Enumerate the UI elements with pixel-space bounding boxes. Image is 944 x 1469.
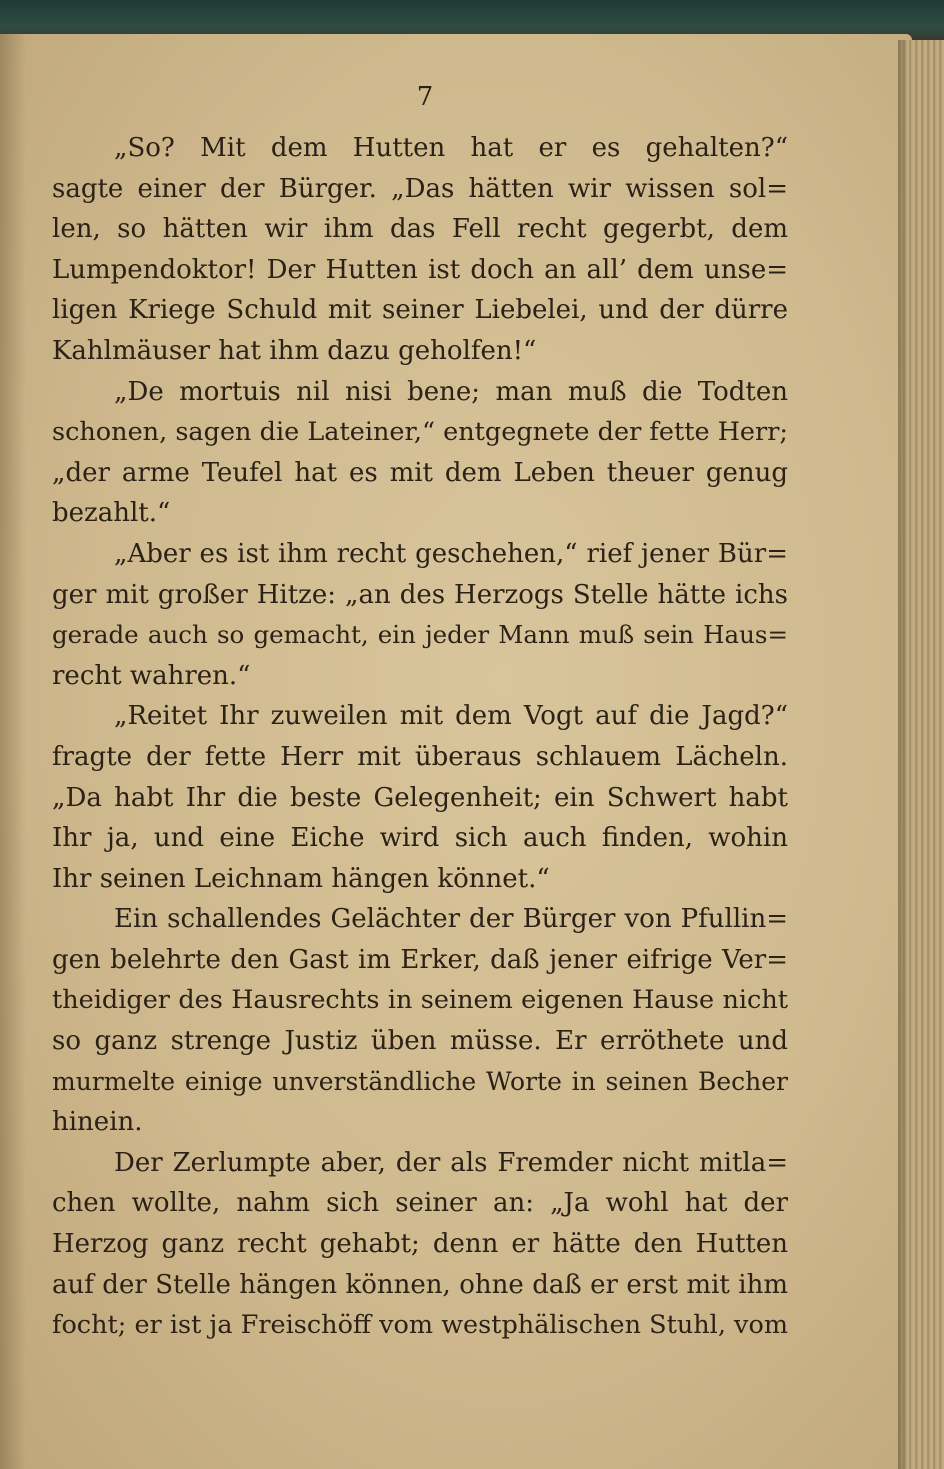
- text-line: sagte einer der Bürger. „Das hätten wir wissen sol=: [52, 173, 788, 204]
- text-line: so ganz strenge Justiz üben müsse. Er erröthete und: [52, 1026, 788, 1057]
- text-line: „De mortuis nil nisi bene; man muß die Todten: [114, 376, 788, 407]
- text-line: focht; er ist ja Freischöff vom westphälischen Stuhl, vom: [52, 1310, 788, 1341]
- text-line: Herzog ganz recht gehabt; denn er hätte den Hutten: [52, 1229, 788, 1260]
- page-number: 7: [416, 82, 434, 112]
- text-line: ligen Kriege Schuld mit seiner Liebelei, und der dürre: [52, 295, 788, 326]
- text-line: auf der Stelle hängen können, ohne daß er erst mit ihm: [52, 1269, 788, 1300]
- text-line: „So? Mit dem Hutten hat er es gehalten?“: [114, 133, 788, 163]
- text-line: schonen, sagen die Lateiner,“ entgegnete der fette Herr;: [52, 417, 788, 448]
- text-line: len, so hätten wir ihm das Fell recht gegerbt, dem: [52, 214, 788, 245]
- page-gutter-shadow: [0, 34, 26, 1469]
- text-line: bezahlt.“: [52, 498, 171, 529]
- text-line: fragte der fette Herr mit überaus schlauem Lächeln.: [52, 741, 788, 772]
- text-line: theidiger des Hausrechts in seinem eigenen Hause nicht: [52, 985, 788, 1016]
- text-line: „der arme Teufel hat es mit dem Leben theuer genug: [52, 457, 788, 488]
- text-line: Der Zerlumpte aber, der als Fremder nicht mitla=: [114, 1147, 788, 1178]
- text-line: Ihr seinen Leichnam hängen könnet.“: [52, 863, 550, 894]
- text-line: murmelte einige unverständliche Worte in seinen Becher: [52, 1066, 788, 1096]
- page-edge-shadow: [898, 40, 908, 1469]
- text-line: gerade auch so gemacht, ein jeder Mann muß sein Haus=: [52, 620, 788, 650]
- text-line: hinein.: [52, 1107, 143, 1138]
- text-line: gen belehrte den Gast im Erker, daß jener eifrige Ver=: [52, 944, 788, 975]
- text-line: ger mit großer Hitze: „an des Herzogs Stelle hätte ichs: [52, 579, 788, 610]
- text-line: „Da habt Ihr die beste Gelegenheit; ein Schwert habt: [52, 782, 788, 813]
- text-line: „Aber es ist ihm recht geschehen,“ rief jener Bür=: [114, 538, 788, 569]
- text-line: Ihr ja, und eine Eiche wird sich auch finden, wohin: [52, 823, 788, 854]
- body-text: [52, 128, 788, 1346]
- text-line: recht wahren.“: [52, 660, 251, 691]
- text-line: Ein schallendes Gelächter der Bürger von Pfullin=: [114, 904, 788, 935]
- text-line: Kahlmäuser hat ihm dazu geholfen!“: [52, 335, 537, 366]
- text-line: chen wollte, nahm sich seiner an: „Ja wohl hat der: [52, 1188, 788, 1219]
- text-line: „Reitet Ihr zuweilen mit dem Vogt auf die Jagd?“: [114, 701, 788, 732]
- text-line: Lumpendoktor! Der Hutten ist doch an all’ dem unse=: [52, 254, 788, 285]
